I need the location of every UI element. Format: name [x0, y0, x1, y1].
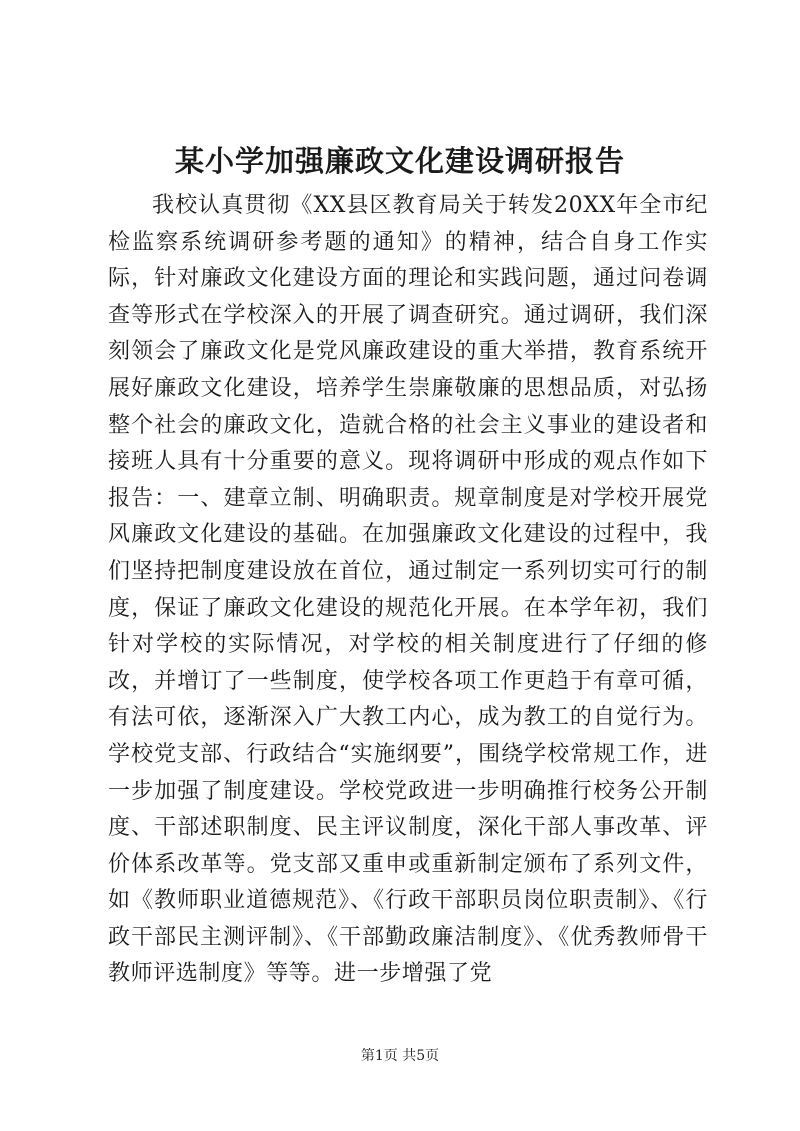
body-paragraph: 我校认真贯彻《XX县区教育局关于转发20XX年全市纪检监察系统调研参考题的通知》的精神，结合自身工作实际，针对廉政文化建设方面的理论和实践问题，通过问卷调查等形式在学校深入的开展了调查研究。通过调研，我们深刻领会了廉政文化是党风廉政建设的重大举措，教育系统开展好廉政文化建设，培养学生崇廉敬廉的思想品质，对弘扬整个社会的廉政文化，造就合格的社会主义事业的建设者和接班人具有十分重要的意义。现将调研中形成的观点作如下报告：一、建章立制、明确职责。规章制度是对学校开展党风廉政文化建设的基础。在加强廉政文化建设的过程中，我们坚持把制度建设放在首位，通过制定一系列切实可行的制度，保证了廉政文化建设的规范化开展。在本学年初，我们针对学校的实际情况，对学校的相关制度进行了仔细的修改，并增订了一些制度，使学校各项工作更趋于有章可循，有法可依，逐渐深入广大教工内心，成为教工的自觉行为。学校党支部、行政结合“实施纲要”，围绕学校常规工作，进一步加强了制度建设。学校党政进一步明确推行校务公开制度、干部述职制度、民主评议制度，深化干部人事改革、评价体系改革等。党支部又重申或重新制定颁布了系列文件，如《教师职业道德规范》、《行政干部职员岗位职责制》、《行政干部民主测评制》、《干部勤政廉洁制度》、《优秀教师骨干教师评选制度》等等。进一步增强了党: [108, 193, 708, 987]
page-number-footer: 第1页 共5页: [360, 1048, 440, 1064]
document-title: 某小学加强廉政文化建设调研报告: [174, 144, 625, 178]
